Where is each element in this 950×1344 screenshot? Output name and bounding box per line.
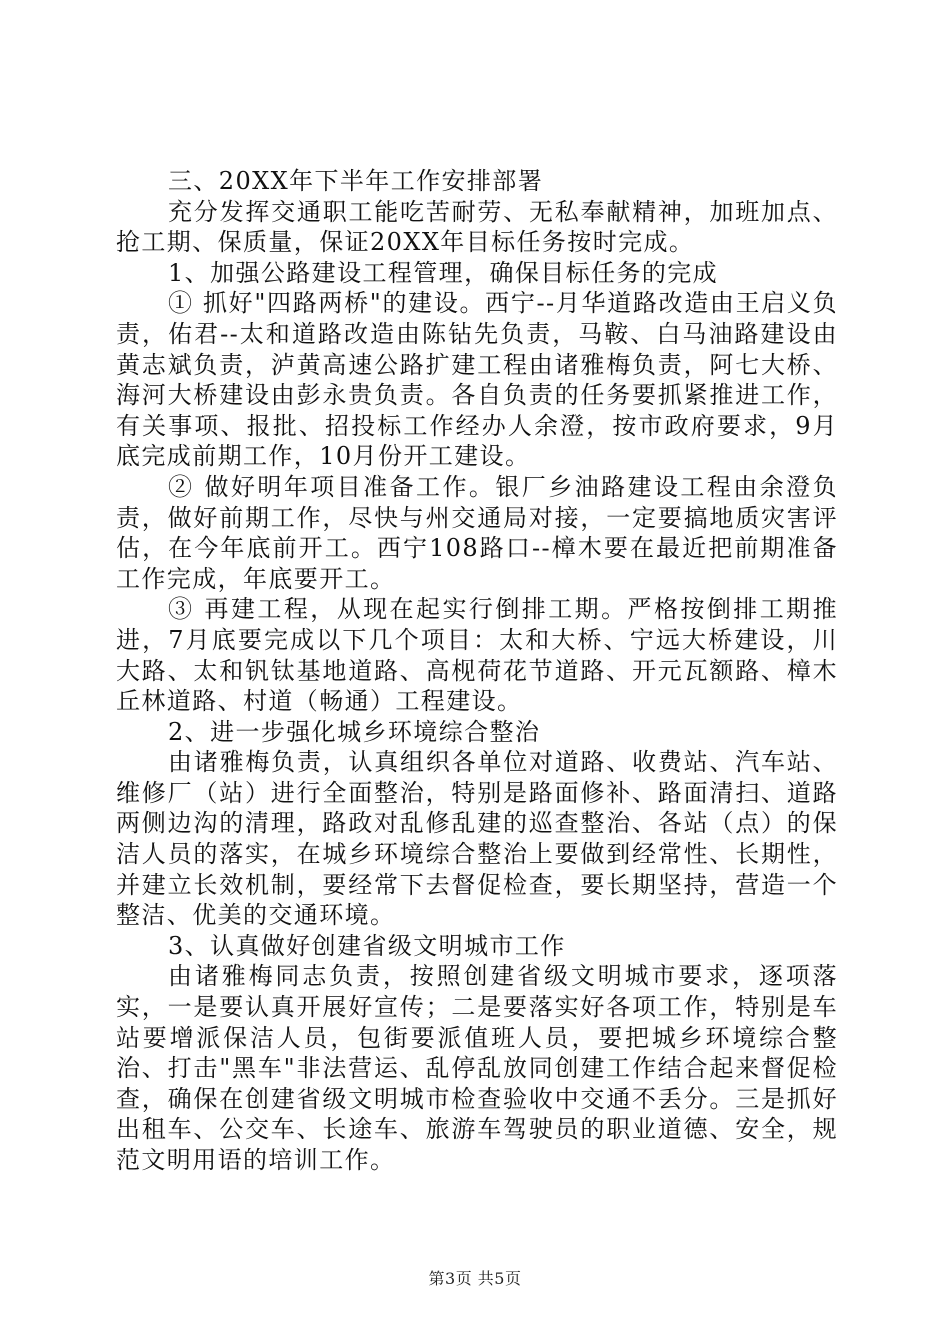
section-heading: 三、20XX年下半年工作安排部署	[168, 167, 544, 195]
body-paragraph: 由诸雅梅负责，认真组织各单位对道路、收费站、汽车站、维修厂（站）进行全面整治，特别是路面修补、路面清扫、道路两侧边沟的清理，路政对乱修乱建的巡查整治、各站（点）的保洁人员的落实，在城乡环境综合整治上要做到经常性、长期性，并建立长效机制，要经常下去督促检查，要长期坚持，营造一个整洁、优美的交通环境。	[116, 748, 838, 930]
body-paragraph: ③ 再建工程，从现在起实行倒排工期。严格按倒排工期推进，7月底要完成以下几个项目：太和大桥、宁远大桥建设，川大路、太和钒钛基地道路、高枧荷花节道路、开元瓦额路、樟木丘林道路、村道（畅通）工程建设。	[116, 595, 838, 716]
subsection-heading: 1、加强公路建设工程管理，确保目标任务的完成	[168, 258, 719, 287]
body-paragraph: 由诸雅梅同志负责，按照创建省级文明城市要求，逐项落实，一是要认真开展好宣传；二是要落实好各项工作，特别是车站要增派保洁人员，包街要派值班人员，要把城乡环境综合整治、打击"黑车"非法营运、乱停乱放同创建工作结合起来督促检查，确保在创建省级文明城市检查验收中交通不丢分。三是抓好出租车、公交车、长途车、旅游车驾驶员的职业道德、安全，规范文明用语的培训工作。	[116, 962, 838, 1174]
subsection-heading: 2、进一步强化城乡环境综合整治	[168, 717, 541, 746]
subsection-heading: 3、认真做好创建省级文明城市工作	[168, 931, 566, 960]
body-paragraph: 充分发挥交通职工能吃苦耐劳、无私奉献精神，加班加点、抢工期、保质量，保证20XX年目标任务按时完成。	[116, 197, 838, 257]
body-paragraph: ② 做好明年项目准备工作。银厂乡油路建设工程由余澄负责，做好前期工作，尽快与州交通局对接，一定要搞地质灾害评估，在今年底前开工。西宁108路口--樟木要在最近把前期准备工作完成，年底要开工。	[116, 472, 838, 593]
page-number-footer: 第3页 共5页	[428, 1269, 522, 1288]
body-paragraph: ① 抓好"四路两桥"的建设。西宁--月华道路改造由王启义负责，佑君--太和道路改造由陈钻先负责，马鞍、白马油路建设由黄志斌负责，泸黄高速公路扩建工程由诸雅梅负责，阿七大桥、海河大桥建设由彭永贵负责。各自负责的任务要抓紧推进工作，有关事项、报批、招投标工作经办人余澄，按市政府要求，9月底完成前期工作，10月份开工建设。	[116, 289, 838, 471]
document-body	[116, 166, 838, 1176]
